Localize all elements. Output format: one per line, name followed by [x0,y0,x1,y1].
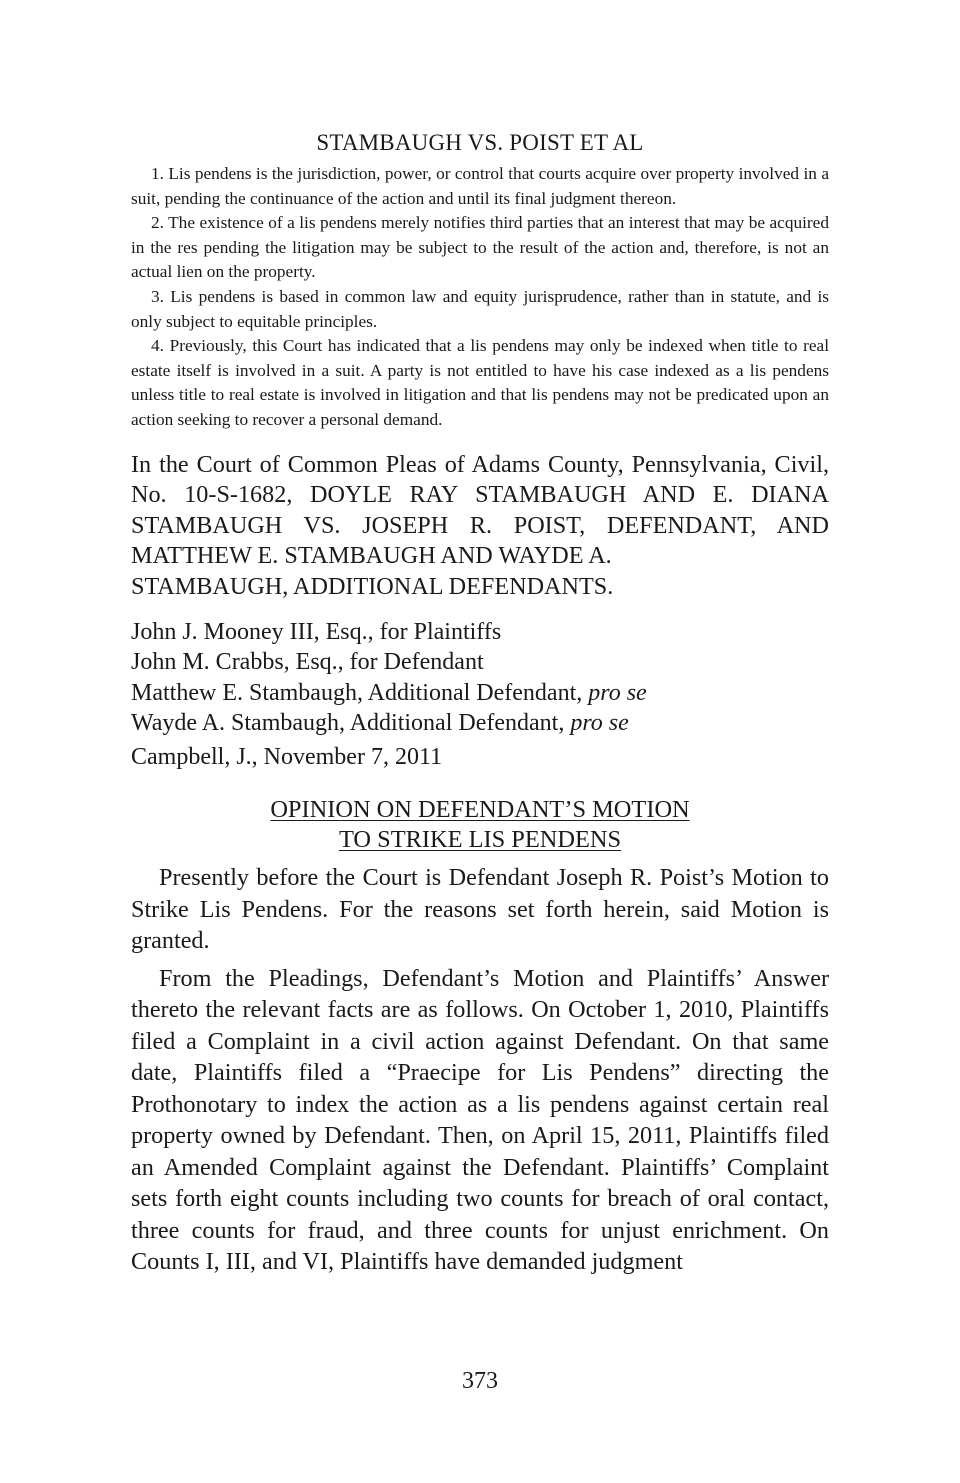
case-caption-main: In the Court of Common Pleas of Adams County, Pennsylvania, Civil, No. 10-S-1682, DOYLE RAY STAMBAUGH AND E. DIANA STAMBAUGH VS. JOSEPH R. POIST, DEFENDANT, AND MATTHEW E. STAMBAUGH AND WAYDE A. [131,450,829,570]
counsel-italic: pro se [588,679,647,706]
judge-line: Campbell, J., November 7, 2011 [131,743,443,770]
page-number: 373 [462,1368,498,1394]
case-caption [131,450,829,603]
counsel-text: Wayde A. Stambaugh, Additional Defendant, [131,710,571,737]
opinion-body [131,862,829,1278]
headnote-2: 2. The existence of a lis pendens merely notifies third parties that an interest that may be acquired in the res pending the litigation may be subject to the result of the action and, therefore, is not an actual lien on the property. [131,213,829,282]
case-caption-last-line: STAMBAUGH, ADDITIONAL DEFENDANTS. [131,572,614,600]
counsel-text: John M. Crabbs, Esq., for Defendant [131,649,484,676]
counsel-line [131,678,829,709]
headnotes [131,162,829,433]
opinion-title [131,795,829,854]
headnote-3: 3. Lis pendens is based in common law and equity jurisprudence, rather than in statute, and is only subject to equitable principles. [131,286,829,331]
headnote-4: 4. Previously, this Court has indicated that a lis pendens may only be indexed when title to real estate itself is involved in a suit. A party is not entitled to have his case indexed as a lis pendens unless title to real estate is involved in litigation and that lis pendens may not be predicated upon an action seeking to recover a personal demand. [131,336,829,429]
counsel-line [131,708,829,739]
headnote-1: 1. Lis pendens is the jurisdiction, power, or control that courts acquire over property involved in a suit, pending the continuance of the action and until its final judgment thereon. [131,164,829,208]
body-paragraph-1: Presently before the Court is Defendant Joseph R. Poist’s Motion to Strike Lis Pendens. For the reasons set forth herein, said Motion is granted. [131,864,829,955]
document-page [131,126,829,1278]
counsel-text: Matthew E. Stambaugh, Additional Defendant, [131,679,589,706]
running-head: STAMBAUGH VS. POIST ET AL [316,130,644,155]
counsel-line [131,617,829,648]
counsel-list [131,617,829,739]
counsel-line [131,647,829,678]
opinion-title-line-2: TO STRIKE LIS PENDENS [338,825,622,853]
body-paragraph-2: From the Pleadings, Defendant’s Motion and Plaintiffs’ Answer thereto the relevant facts are as follows. On October 1, 2010, Plaintiffs filed a Complaint in a civil action against Defendant. On that same date, Plaintiffs filed a “Praecipe for Lis Pendens” directing the Prothonotary to index the action as a lis pendens against certain real property owned by Defendant. Then, on April 15, 2011, Plaintiffs filed an Amended Complaint against the Defendant. Plaintiffs’ Complaint sets forth eight counts including two counts for breach of oral contact, three counts for fraud, and three counts for unjust enrichment. On Counts I, III, and VI, Plaintiffs have demanded judgment [131,964,829,1276]
counsel-italic: pro se [570,710,629,737]
counsel-text: John J. Mooney III, Esq., for Plaintiffs [131,618,502,645]
opinion-title-line-1: OPINION ON DEFENDANT’S MOTION [270,796,690,824]
